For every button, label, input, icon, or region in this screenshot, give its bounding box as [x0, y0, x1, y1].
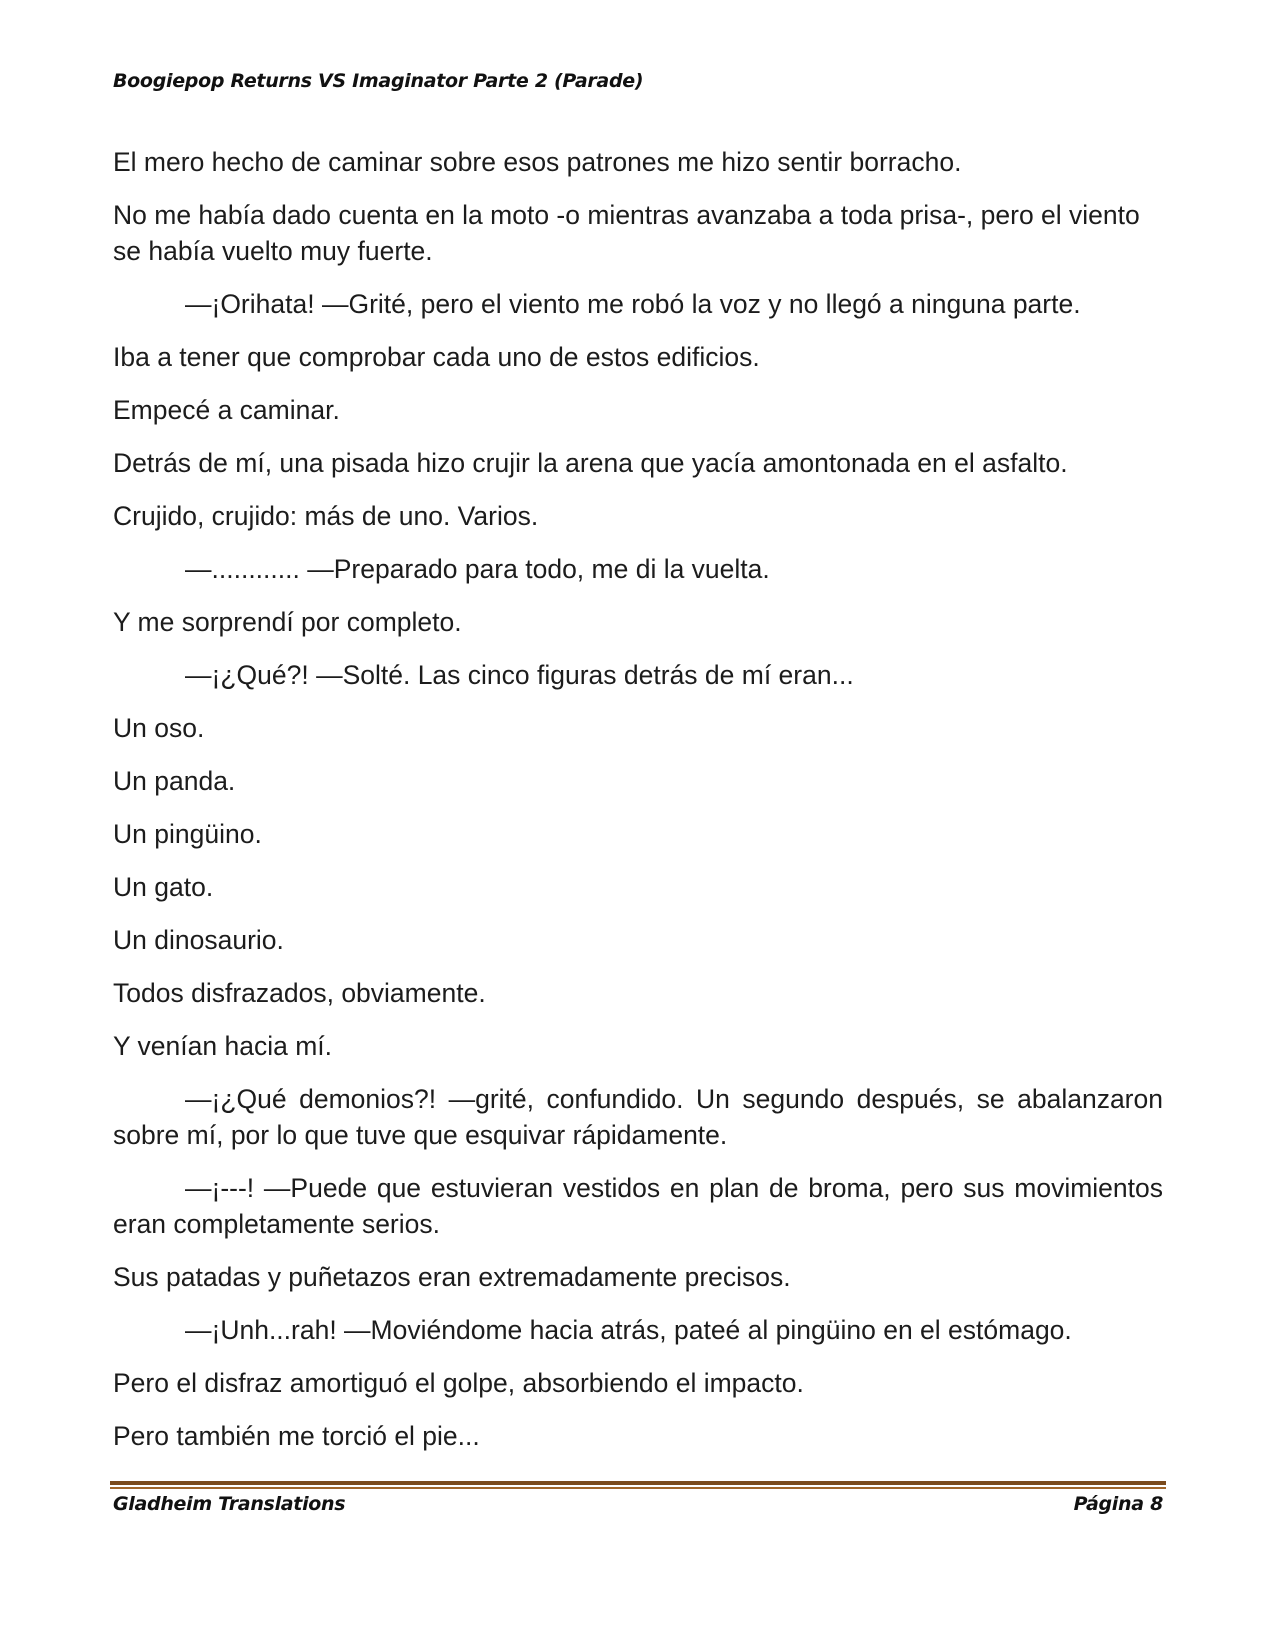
paragraph: El mero hecho de caminar sobre esos patrones me hizo sentir borracho. [113, 147, 962, 177]
dialogue-paragraph: —¡¿Qué demonios?! —grité, confundido. Un segundo después, se abalanzaron sobre mí, por lo que tuve que esquivar rápidamente. [113, 1084, 1163, 1150]
paragraph: Todos disfrazados, obviamente. [113, 978, 486, 1008]
dialogue-paragraph: —¡¿Qué?! —Solté. Las cinco figuras detrás de mí eran... [185, 660, 854, 690]
page-header-title: Boogiepop Returns VS Imaginator Parte 2 (Parade) [113, 70, 644, 92]
paragraph: Un panda. [113, 766, 236, 796]
dialogue-paragraph: —¡---! —Puede que estuvieran vestidos en plan de broma, pero sus movimientos eran completamente serios. [113, 1173, 1163, 1239]
paragraph: Iba a tener que comprobar cada uno de estos edificios. [113, 342, 760, 372]
paragraph: Un oso. [113, 713, 205, 743]
paragraph: Crujido, crujido: más de uno. Varios. [113, 501, 539, 531]
footer-page-number: Página 8 [1073, 1493, 1163, 1515]
dialogue-paragraph: —¡Orihata! —Grité, pero el viento me robó la voz y no llegó a ninguna parte. [185, 289, 1081, 319]
paragraph: Un pingüino. [113, 819, 262, 849]
paragraph: Pero también me torció el pie... [113, 1421, 480, 1451]
footer-translator-credit: Gladheim Translations [113, 1493, 346, 1515]
paragraph: Sus patadas y puñetazos eran extremadamente precisos. [113, 1262, 791, 1292]
paragraph: No me había dado cuenta en la moto -o mientras avanzaba a toda prisa-, pero el viento se había vuelto muy fuerte. [113, 200, 1140, 266]
paragraph: Un dinosaurio. [113, 925, 284, 955]
paragraph: Y me sorprendí por completo. [113, 607, 462, 637]
paragraph: Y venían hacia mí. [113, 1031, 333, 1061]
footer-divider [110, 1481, 1166, 1489]
paragraph: Pero el disfraz amortiguó el golpe, absorbiendo el impacto. [113, 1368, 804, 1398]
body-text [113, 144, 1163, 1471]
paragraph: Empecé a caminar. [113, 395, 340, 425]
paragraph: Detrás de mí, una pisada hizo crujir la arena que yacía amontonada en el asfalto. [113, 448, 1068, 478]
paragraph: Un gato. [113, 872, 214, 902]
dialogue-paragraph: —............ —Preparado para todo, me di la vuelta. [185, 554, 770, 584]
dialogue-paragraph: —¡Unh...rah! —Moviéndome hacia atrás, pateé al pingüino en el estómago. [185, 1315, 1072, 1345]
